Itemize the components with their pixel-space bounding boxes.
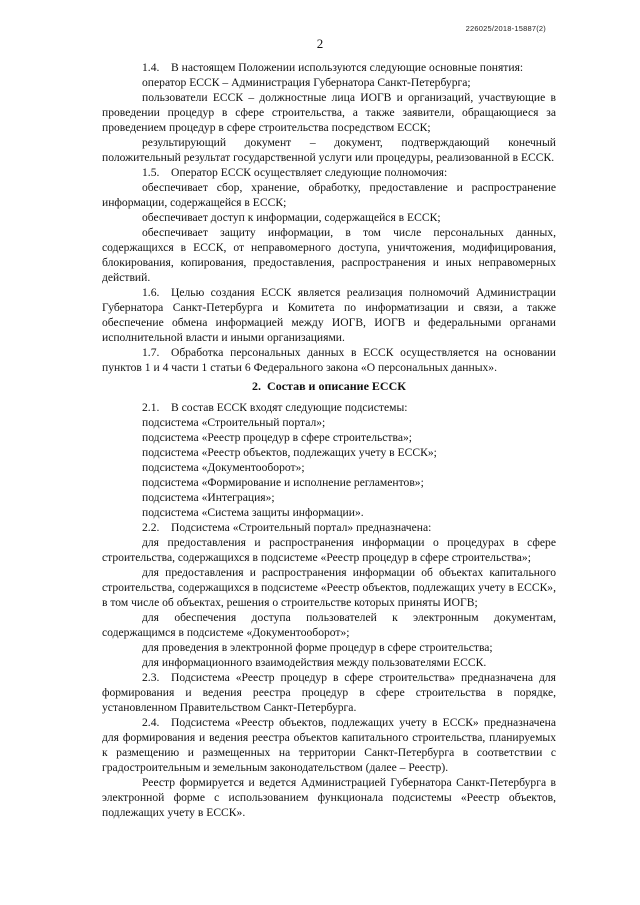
paragraph: оператор ЕССК – Администрация Губернатора Санкт-Петербурга; [142,76,471,89]
paragraph: подсистема «Строительный портал»; [142,416,326,429]
paragraph: обеспечивает защиту информации, в том числе персональных данных, содержащихся в ЕССК, от неправомерного доступа, уничтожения, модифицирования, блокирования, копирования, предоставления, распространения и иных неправомерных действий. [102,226,556,284]
paragraph: 2.2. Подсистема «Строительный портал» предназначена: [142,521,432,534]
paragraph: пользователи ЕССК – должностные лица ИОГВ и организаций, участвующие в проведении процедур в сфере строительства, а также заявители, обращающиеся за проведением процедур в сфере строительства посредством ЕССК; [102,91,556,134]
document-body [102,60,556,820]
paragraph: 1.5. Оператор ЕССК осуществляет следующие полномочия: [142,166,448,179]
paragraph: подсистема «Система защиты информации». [142,506,364,519]
paragraph: 1.7. Обработка персональных данных в ЕССК осуществляется на основании пунктов 1 и 4 части 1 статьи 6 Федерального закона «О персональных данных». [102,346,556,374]
paragraph: 1.4. В настоящем Положении используются следующие основные понятия: [142,61,524,74]
paragraph: для проведения в электронной форме процедур в сфере строительства; [142,641,493,654]
paragraph: 2.3. Подсистема «Реестр процедур в сфере строительства» предназначена для формирования и ведения реестра процедур в сфере строительства в порядке, установленном Правительством Санкт-Петербурга. [102,671,556,714]
paragraph: для предоставления и распространения информации об объектах капитального строительства, содержащихся в подсистеме «Реестр объектов, подлежащих учету в ЕССК», в том числе об объектах, решения о строительстве которых приняты ИОГВ; [102,566,556,609]
page-number: 2 [316,36,324,51]
paragraph: для информационного взаимодействия между пользователями ЕССК. [142,656,487,669]
paragraph: подсистема «Документооборот»; [142,461,305,474]
paragraph: подсистема «Реестр процедур в сфере строительства»; [142,431,412,444]
document-id: 226025/2018-15887(2) [465,24,546,33]
paragraph: результирующий документ – документ, подтверждающий конечный положительный результат государственной услуги или процедуры, реализованной в ЕССК. [102,136,556,164]
section-heading: 2. Состав и описание ЕССК [252,379,406,393]
paragraph: 2.4. Подсистема «Реестр объектов, подлежащих учету в ЕССК» предназначена для формирования и ведения реестра объектов капитального строительства, планируемых к размещению и размещенных на территории Санкт-Петербурга в соответствии с градостроительным и земельным законодательством (далее – Реестр). [102,716,556,774]
paragraph: Реестр формируется и ведется Администрацией Губернатора Санкт-Петербурга в электронной форме с использованием функционала подсистемы «Реестр объектов, подлежащих учету в ЕССК». [102,776,556,819]
paragraph: обеспечивает сбор, хранение, обработку, предоставление и распространение информации, содержащейся в ЕССК; [102,181,556,209]
paragraph: для обеспечения доступа пользователей к электронным документам, содержащимся в подсистеме «Документооборот»; [102,611,556,639]
paragraph: 1.6. Целью создания ЕССК является реализация полномочий Администрации Губернатора Санкт-Петербурга и Комитета по информатизации и связи, а также обеспечение обмена информацией между ИОГВ, ИОГВ и федеральными органами исполнительной власти и иными организациями. [102,286,556,344]
paragraph: обеспечивает доступ к информации, содержащейся в ЕССК; [142,211,441,224]
paragraph: 2.1. В состав ЕССК входят следующие подсистемы: [142,401,408,414]
paragraph: подсистема «Интеграция»; [142,491,275,504]
paragraph: подсистема «Реестр объектов, подлежащих учету в ЕССК»; [142,446,437,459]
paragraph: для предоставления и распространения информации о процедурах в сфере строительства, содержащихся в подсистеме «Реестр процедур в сфере строительства»; [102,536,556,564]
paragraph: подсистема «Формирование и исполнение регламентов»; [142,476,424,489]
